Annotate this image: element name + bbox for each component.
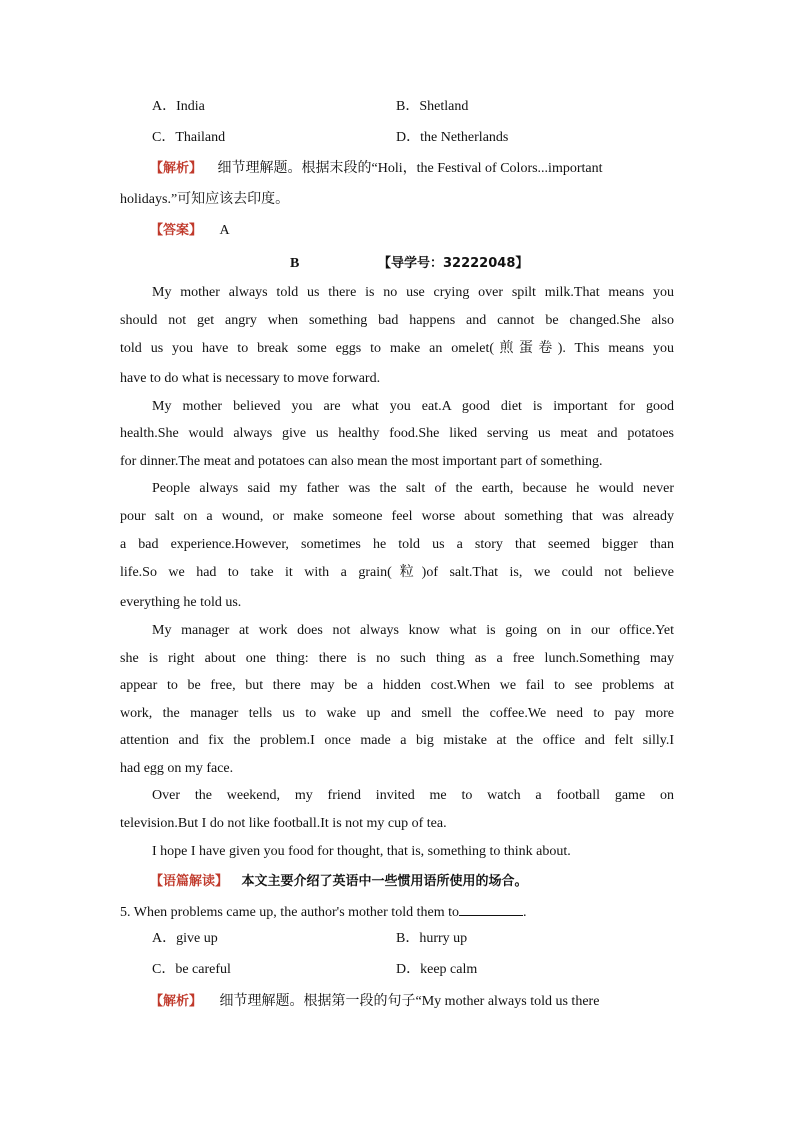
analysis-5-text: 细节理解题。根据第一段的句子“My mother always told us there [219, 994, 600, 1009]
q5-option-b: B．hurry up [396, 931, 468, 946]
passage-line: My manager at work does not always know what is going on in our office.Yet [152, 623, 674, 638]
passage-line: health.She would always give us healthy food.She liked serving us meat and potatoes [120, 426, 674, 441]
option-d: D．the Netherlands [396, 130, 509, 145]
passage-line: My mother always told us there is no use crying over spilt milk.That means you [152, 285, 674, 300]
passage-line: everything he told us. [120, 595, 242, 610]
answer-value: A [219, 223, 230, 238]
passage-line: she is right about one thing: there is no such thing as a free lunch.Something may [120, 651, 674, 666]
passage-line: for dinner.The meat and potatoes can also mean the most important part of something. [120, 454, 603, 469]
option-c: C．Thailand [152, 130, 226, 145]
passage-line: have to do what is necessary to move forward. [120, 371, 381, 386]
passage-line: should not get angry when something bad happens and cannot be changed.She also [120, 313, 674, 328]
q5-option-a: A．give up [152, 931, 218, 946]
summary-text: 本文主要介绍了英语中一些惯用语所使用的场合。 [241, 874, 528, 889]
analysis-text: 细节理解题。根据末段的“Holi，the Festival of Colors...important [217, 161, 603, 176]
answer-blank [459, 901, 523, 916]
passage-line: told us you have to break some eggs to make an omelet(煎蛋卷). This means you [120, 341, 674, 356]
passage-line: a bad experience.However, sometimes he told us a story that seemed bigger than [120, 537, 674, 552]
analysis-5 [150, 992, 674, 1012]
option-b: B．Shetland [396, 99, 469, 114]
passage-line: People always said my father was the salt of the earth, because he would never [152, 481, 674, 496]
passage-line: work, the manager tells us to wake up and smell the coffee.We need to pay more [120, 706, 674, 721]
option-a: A．India [152, 99, 205, 114]
answer-tag: 【答案】 [150, 223, 203, 238]
q5-option-c: C．be careful [152, 962, 231, 977]
summary-tag: 【语篇解读】 [150, 874, 229, 889]
section-b-label: B [290, 256, 300, 271]
analysis-5-tag: 【解析】 [150, 994, 203, 1009]
question-5-end: . [522, 905, 527, 920]
passage-line: I hope I have given you food for thought, that is, something to think about. [152, 844, 571, 859]
passage-line: My mother believed you are what you eat.A good diet is important for good [152, 399, 674, 414]
analysis-1-line-2: holidays.”可知应该去印度。 [120, 192, 290, 207]
guide-number: 【导学号：32222048】 [378, 256, 529, 271]
analysis-1-line-1 [150, 159, 674, 179]
passage-line: had egg on my face. [120, 761, 234, 776]
passage-line: life.So we had to take it with a grain(粒)of salt.That is, we could not believe [120, 565, 674, 580]
question-5-stem [120, 901, 674, 923]
passage-line: television.But I do not like football.It is not my cup of tea. [120, 816, 447, 831]
passage-line: attention and fix the problem.I once made a big mistake at the office and felt silly.I [120, 733, 674, 748]
passage-summary [150, 872, 674, 892]
question-5-text: 5. When problems came up, the author's mother told them to [120, 905, 459, 920]
answer-1 [150, 221, 704, 241]
passage-line: Over the weekend, my friend invited me to watch a football game on [152, 788, 674, 803]
passage-line: pour salt on a wound, or make someone feel worse about something that was already [120, 509, 674, 524]
analysis-tag: 【解析】 [150, 161, 203, 176]
passage-line: appear to be free, but there may be a hidden cost.When we fail to see problems at [120, 678, 674, 693]
q5-option-d: D．keep calm [396, 962, 478, 977]
